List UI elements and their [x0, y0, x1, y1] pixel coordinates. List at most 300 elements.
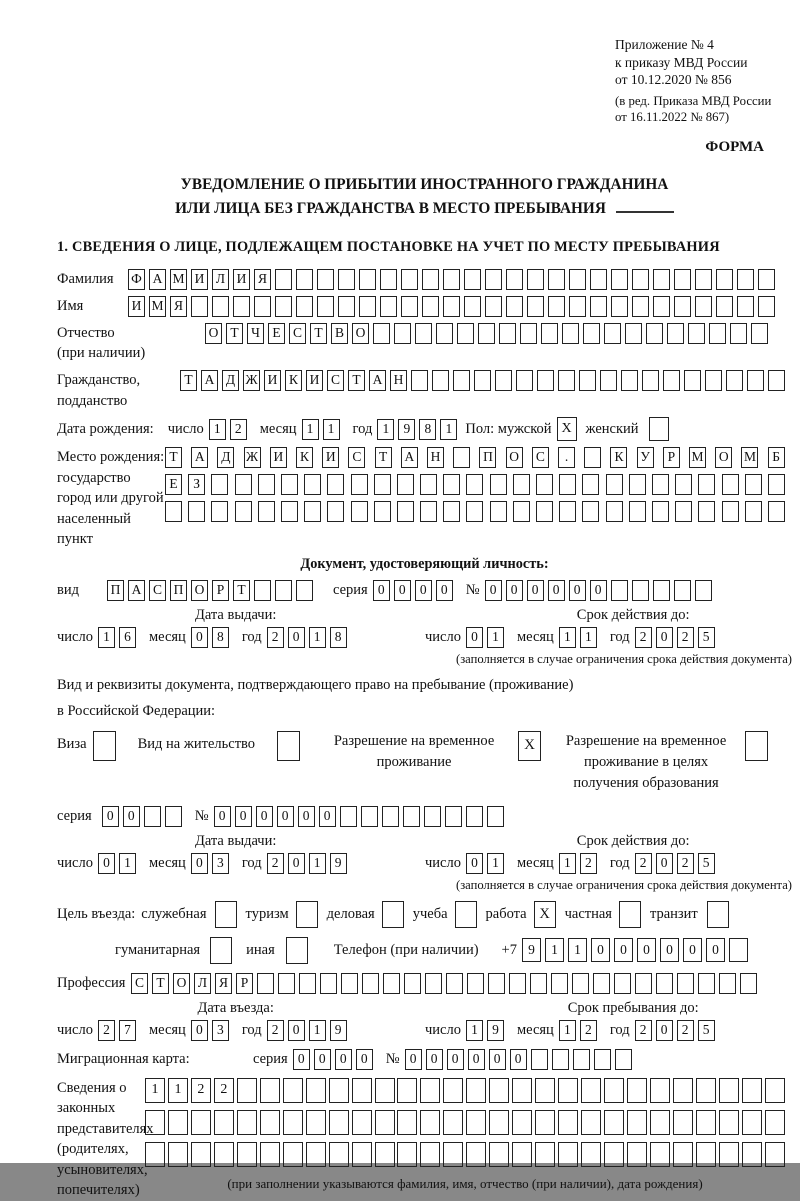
cell[interactable]	[745, 501, 762, 522]
cell[interactable]	[373, 323, 390, 344]
cell[interactable]	[281, 474, 298, 495]
cell[interactable]: 1	[559, 853, 576, 874]
cell[interactable]: 1	[559, 627, 576, 648]
cell[interactable]	[375, 1142, 395, 1167]
doc-number-grid[interactable]	[485, 580, 716, 601]
purpose-humanitarian-checkbox[interactable]	[210, 937, 232, 964]
doc-issue-year-grid[interactable]	[267, 627, 351, 648]
cell[interactable]	[673, 1078, 693, 1103]
given-name-grid[interactable]	[128, 296, 779, 317]
cell[interactable]: Т	[348, 370, 365, 391]
cell[interactable]: 0	[468, 1049, 485, 1070]
cell[interactable]: 0	[447, 1049, 464, 1070]
entry-day-grid[interactable]	[98, 1020, 140, 1041]
cell[interactable]: Т	[226, 323, 243, 344]
cell[interactable]	[590, 296, 607, 317]
cell[interactable]: 0	[415, 580, 432, 601]
cell[interactable]: 0	[466, 627, 483, 648]
cell[interactable]	[145, 1142, 165, 1167]
cell[interactable]: О	[205, 323, 222, 344]
residence-expiry-year-grid[interactable]	[635, 853, 719, 874]
cell[interactable]	[351, 474, 368, 495]
cell[interactable]	[558, 1078, 578, 1103]
cell[interactable]	[329, 1110, 349, 1135]
cell[interactable]	[506, 296, 523, 317]
cell[interactable]: И	[264, 370, 281, 391]
cell[interactable]	[650, 1142, 670, 1167]
cell[interactable]	[535, 1142, 555, 1167]
cell[interactable]	[443, 1078, 463, 1103]
cell[interactable]	[466, 806, 483, 827]
doc-expiry-month-grid[interactable]	[559, 627, 601, 648]
cell[interactable]	[466, 1078, 486, 1103]
cell[interactable]	[606, 501, 623, 522]
cell[interactable]: И	[233, 269, 250, 290]
cell[interactable]: 1	[568, 938, 587, 962]
cell[interactable]	[593, 973, 610, 994]
cell[interactable]	[283, 1078, 303, 1103]
cell[interactable]	[327, 501, 344, 522]
cell[interactable]	[375, 1078, 395, 1103]
cell[interactable]	[604, 1078, 624, 1103]
cell[interactable]	[420, 474, 437, 495]
cell[interactable]: С	[289, 323, 306, 344]
cell[interactable]: Н	[427, 447, 444, 468]
cell[interactable]	[611, 580, 628, 601]
cell[interactable]: С	[532, 447, 549, 468]
cell[interactable]: 1	[487, 853, 504, 874]
cell[interactable]: Р	[663, 447, 680, 468]
cell[interactable]	[464, 269, 481, 290]
cell[interactable]	[684, 370, 701, 391]
doc-expiry-day-grid[interactable]	[466, 627, 508, 648]
profession-grid[interactable]	[131, 973, 761, 994]
cell[interactable]	[397, 501, 414, 522]
cell[interactable]	[283, 1110, 303, 1135]
cell[interactable]: И	[322, 447, 339, 468]
cell[interactable]: 0	[123, 806, 140, 827]
birth-day-grid[interactable]	[209, 419, 251, 440]
cell[interactable]	[719, 1078, 739, 1103]
cell[interactable]	[506, 269, 523, 290]
cell[interactable]	[730, 323, 747, 344]
cell[interactable]	[165, 501, 182, 522]
cell[interactable]	[306, 1110, 326, 1135]
doc-issue-day-grid[interactable]	[98, 627, 140, 648]
cell[interactable]	[569, 269, 586, 290]
cell[interactable]: 0	[288, 853, 305, 874]
cell[interactable]	[499, 323, 516, 344]
cell[interactable]: М	[170, 269, 187, 290]
cell[interactable]: 0	[298, 806, 315, 827]
cell[interactable]: 9	[398, 419, 415, 440]
cell[interactable]	[535, 1110, 555, 1135]
cell[interactable]	[443, 474, 460, 495]
cell[interactable]: И	[270, 447, 287, 468]
cell[interactable]: 0	[436, 580, 453, 601]
cell[interactable]: Я	[170, 296, 187, 317]
cell[interactable]	[621, 370, 638, 391]
purpose-other-checkbox[interactable]	[286, 937, 308, 964]
cell[interactable]	[673, 1110, 693, 1135]
cell[interactable]	[562, 323, 579, 344]
cell[interactable]	[144, 806, 161, 827]
cell[interactable]	[411, 370, 428, 391]
cell[interactable]: 0	[660, 938, 679, 962]
cell[interactable]	[600, 370, 617, 391]
residence-number-grid[interactable]	[214, 806, 508, 827]
cell[interactable]	[258, 501, 275, 522]
cell[interactable]	[165, 806, 182, 827]
cell[interactable]	[516, 370, 533, 391]
cell[interactable]	[512, 1142, 532, 1167]
cell[interactable]	[512, 1110, 532, 1135]
cell[interactable]	[401, 269, 418, 290]
cell[interactable]	[531, 1049, 548, 1070]
cell[interactable]	[145, 1110, 165, 1135]
cell[interactable]: 1	[309, 1020, 326, 1041]
cell[interactable]	[716, 296, 733, 317]
cell[interactable]	[584, 447, 601, 468]
cell[interactable]: 1	[559, 1020, 576, 1041]
cell[interactable]	[380, 269, 397, 290]
cell[interactable]	[558, 1110, 578, 1135]
cell[interactable]	[359, 269, 376, 290]
residence-issue-month-grid[interactable]	[191, 853, 233, 874]
cell[interactable]	[768, 501, 785, 522]
temp-residence-permit-checkbox[interactable]: X	[518, 731, 541, 761]
cell[interactable]	[420, 501, 437, 522]
residence-expiry-day-grid[interactable]	[466, 853, 508, 874]
cell[interactable]	[306, 1142, 326, 1167]
cell[interactable]: 8	[330, 627, 347, 648]
cell[interactable]	[489, 1078, 509, 1103]
cell[interactable]	[352, 1110, 372, 1135]
cell[interactable]	[698, 501, 715, 522]
cell[interactable]	[237, 1078, 257, 1103]
cell[interactable]	[424, 806, 441, 827]
cell[interactable]: М	[149, 296, 166, 317]
cell[interactable]	[716, 269, 733, 290]
cell[interactable]: 0	[288, 1020, 305, 1041]
cell[interactable]: 0	[489, 1049, 506, 1070]
cell[interactable]	[168, 1110, 188, 1135]
cell[interactable]: 1	[309, 853, 326, 874]
cell[interactable]: 1	[580, 627, 597, 648]
cell[interactable]: Л	[212, 269, 229, 290]
cell[interactable]: 2	[677, 627, 694, 648]
cell[interactable]	[422, 296, 439, 317]
cell[interactable]	[415, 323, 432, 344]
phone-grid[interactable]	[522, 938, 752, 962]
cell[interactable]: Л	[194, 973, 211, 994]
cell[interactable]	[627, 1142, 647, 1167]
cell[interactable]	[304, 501, 321, 522]
cell[interactable]: Р	[212, 580, 229, 601]
cell[interactable]	[317, 296, 334, 317]
cell[interactable]	[583, 323, 600, 344]
cell[interactable]	[258, 474, 275, 495]
cell[interactable]	[742, 1078, 762, 1103]
cell[interactable]	[513, 474, 530, 495]
cell[interactable]	[674, 580, 691, 601]
cell[interactable]	[582, 474, 599, 495]
migration-series-grid[interactable]	[293, 1049, 377, 1070]
patronymic-grid[interactable]	[205, 323, 772, 344]
cell[interactable]	[632, 269, 649, 290]
cell[interactable]	[604, 1110, 624, 1135]
cell[interactable]	[765, 1142, 785, 1167]
cell[interactable]	[404, 973, 421, 994]
cell[interactable]	[559, 501, 576, 522]
cell[interactable]: Т	[310, 323, 327, 344]
cell[interactable]: 2	[267, 1020, 284, 1041]
doc-expiry-year-grid[interactable]	[635, 627, 719, 648]
cell[interactable]	[443, 501, 460, 522]
cell[interactable]: 0	[191, 1020, 208, 1041]
cell[interactable]: В	[331, 323, 348, 344]
purpose-private-checkbox[interactable]	[619, 901, 641, 928]
cell[interactable]: К	[610, 447, 627, 468]
cell[interactable]	[527, 296, 544, 317]
cell[interactable]	[397, 1142, 417, 1167]
doc-kind-grid[interactable]	[107, 580, 317, 601]
cell[interactable]	[275, 269, 292, 290]
representatives-row2-grid[interactable]	[145, 1110, 785, 1135]
cell[interactable]	[632, 580, 649, 601]
cell[interactable]	[338, 269, 355, 290]
cell[interactable]: О	[191, 580, 208, 601]
cell[interactable]	[445, 806, 462, 827]
cell[interactable]	[401, 296, 418, 317]
cell[interactable]: Р	[236, 973, 253, 994]
cell[interactable]	[466, 1142, 486, 1167]
cell[interactable]	[558, 1142, 578, 1167]
cell[interactable]	[751, 323, 768, 344]
citizenship-grid[interactable]	[180, 370, 789, 391]
cell[interactable]	[650, 1078, 670, 1103]
cell[interactable]	[652, 474, 669, 495]
cell[interactable]: 0	[656, 853, 673, 874]
cell[interactable]	[573, 1049, 590, 1070]
cell[interactable]: Т	[180, 370, 197, 391]
cell[interactable]	[611, 296, 628, 317]
cell[interactable]: М	[689, 447, 706, 468]
stay-month-grid[interactable]	[559, 1020, 601, 1041]
cell[interactable]	[765, 1110, 785, 1135]
cell[interactable]: 3	[212, 1020, 229, 1041]
cell[interactable]: 0	[569, 580, 586, 601]
cell[interactable]: 1	[145, 1078, 165, 1103]
cell[interactable]	[188, 501, 205, 522]
cell[interactable]	[281, 501, 298, 522]
cell[interactable]: А	[201, 370, 218, 391]
cell[interactable]: 9	[487, 1020, 504, 1041]
cell[interactable]	[696, 1110, 716, 1135]
cell[interactable]	[278, 973, 295, 994]
cell[interactable]	[403, 806, 420, 827]
cell[interactable]	[362, 973, 379, 994]
cell[interactable]	[604, 1142, 624, 1167]
cell[interactable]	[351, 501, 368, 522]
cell[interactable]	[530, 973, 547, 994]
cell[interactable]	[653, 269, 670, 290]
cell[interactable]: 0	[277, 806, 294, 827]
residence-permit-checkbox[interactable]	[277, 731, 300, 761]
cell[interactable]	[742, 1142, 762, 1167]
purpose-work-checkbox[interactable]: X	[534, 901, 556, 928]
purpose-business-checkbox[interactable]	[382, 901, 404, 928]
cell[interactable]	[320, 973, 337, 994]
cell[interactable]	[443, 1142, 463, 1167]
cell[interactable]: 2	[677, 1020, 694, 1041]
cell[interactable]	[737, 296, 754, 317]
cell[interactable]: 5	[698, 1020, 715, 1041]
cell[interactable]: А	[401, 447, 418, 468]
cell[interactable]	[572, 973, 589, 994]
cell[interactable]	[425, 973, 442, 994]
cell[interactable]	[443, 269, 460, 290]
cell[interactable]	[536, 474, 553, 495]
cell[interactable]	[420, 1078, 440, 1103]
cell[interactable]	[653, 580, 670, 601]
cell[interactable]	[768, 370, 785, 391]
cell[interactable]: 0	[506, 580, 523, 601]
cell[interactable]: 2	[635, 627, 652, 648]
cell[interactable]: 2	[580, 853, 597, 874]
cell[interactable]	[513, 501, 530, 522]
cell[interactable]: 1	[487, 627, 504, 648]
cell[interactable]	[422, 269, 439, 290]
cell[interactable]	[299, 973, 316, 994]
cell[interactable]: Д	[217, 447, 234, 468]
cell[interactable]	[191, 1142, 211, 1167]
cell[interactable]	[632, 296, 649, 317]
stay-year-grid[interactable]	[635, 1020, 719, 1041]
cell[interactable]	[375, 1110, 395, 1135]
cell[interactable]: 0	[548, 580, 565, 601]
cell[interactable]: 6	[119, 627, 136, 648]
cell[interactable]: 2	[635, 853, 652, 874]
cell[interactable]: О	[352, 323, 369, 344]
cell[interactable]: 2	[230, 419, 247, 440]
entry-month-grid[interactable]	[191, 1020, 233, 1041]
cell[interactable]: 1	[377, 419, 394, 440]
cell[interactable]: Е	[268, 323, 285, 344]
cell[interactable]	[509, 973, 526, 994]
cell[interactable]: 3	[212, 853, 229, 874]
cell[interactable]	[485, 296, 502, 317]
cell[interactable]	[443, 1110, 463, 1135]
cell[interactable]	[642, 370, 659, 391]
cell[interactable]: 1	[209, 419, 226, 440]
cell[interactable]	[453, 447, 470, 468]
cell[interactable]: 0	[288, 627, 305, 648]
cell[interactable]: 1	[98, 627, 115, 648]
cell[interactable]	[656, 973, 673, 994]
cell[interactable]	[361, 806, 378, 827]
cell[interactable]: С	[327, 370, 344, 391]
cell[interactable]: И	[191, 269, 208, 290]
cell[interactable]: 2	[635, 1020, 652, 1041]
cell[interactable]	[488, 973, 505, 994]
cell[interactable]	[541, 323, 558, 344]
cell[interactable]: А	[191, 447, 208, 468]
cell[interactable]: 9	[330, 853, 347, 874]
purpose-study-checkbox[interactable]	[455, 901, 477, 928]
cell[interactable]	[758, 296, 775, 317]
cell[interactable]: С	[149, 580, 166, 601]
cell[interactable]	[537, 370, 554, 391]
cell[interactable]	[489, 1110, 509, 1135]
cell[interactable]: 0	[466, 853, 483, 874]
cell[interactable]	[296, 580, 313, 601]
cell[interactable]: 2	[677, 853, 694, 874]
cell[interactable]	[726, 370, 743, 391]
cell[interactable]: Т	[233, 580, 250, 601]
cell[interactable]	[745, 474, 762, 495]
cell[interactable]	[340, 806, 357, 827]
cell[interactable]	[168, 1142, 188, 1167]
cell[interactable]	[737, 269, 754, 290]
cell[interactable]: Я	[254, 269, 271, 290]
cell[interactable]: Т	[165, 447, 182, 468]
cell[interactable]	[615, 1049, 632, 1070]
cell[interactable]: 0	[319, 806, 336, 827]
cell[interactable]	[627, 1110, 647, 1135]
cell[interactable]: 1	[466, 1020, 483, 1041]
cell[interactable]	[581, 1142, 601, 1167]
cell[interactable]	[359, 296, 376, 317]
cell[interactable]: 7	[119, 1020, 136, 1041]
cell[interactable]: 0	[235, 806, 252, 827]
cell[interactable]	[675, 474, 692, 495]
cell[interactable]	[758, 269, 775, 290]
cell[interactable]	[698, 474, 715, 495]
cell[interactable]	[674, 296, 691, 317]
cell[interactable]	[558, 370, 575, 391]
cell[interactable]	[374, 474, 391, 495]
cell[interactable]: П	[170, 580, 187, 601]
purpose-tourism-checkbox[interactable]	[296, 901, 318, 928]
cell[interactable]	[304, 474, 321, 495]
cell[interactable]	[719, 1142, 739, 1167]
cell[interactable]	[559, 474, 576, 495]
cell[interactable]	[527, 269, 544, 290]
cell[interactable]: 1	[440, 419, 457, 440]
cell[interactable]	[338, 296, 355, 317]
cell[interactable]	[394, 323, 411, 344]
cell[interactable]	[382, 806, 399, 827]
cell[interactable]	[742, 1110, 762, 1135]
cell[interactable]	[719, 1110, 739, 1135]
cell[interactable]: .	[558, 447, 575, 468]
cell[interactable]: 8	[212, 627, 229, 648]
cell[interactable]	[673, 1142, 693, 1167]
cell[interactable]	[254, 296, 271, 317]
purpose-official-checkbox[interactable]	[215, 901, 237, 928]
cell[interactable]	[548, 296, 565, 317]
cell[interactable]: Т	[152, 973, 169, 994]
cell[interactable]	[709, 323, 726, 344]
cell[interactable]	[211, 474, 228, 495]
cell[interactable]	[695, 296, 712, 317]
cell[interactable]	[474, 370, 491, 391]
cell[interactable]	[594, 1049, 611, 1070]
cell[interactable]	[581, 1078, 601, 1103]
stay-day-grid[interactable]	[466, 1020, 508, 1041]
cell[interactable]	[569, 296, 586, 317]
